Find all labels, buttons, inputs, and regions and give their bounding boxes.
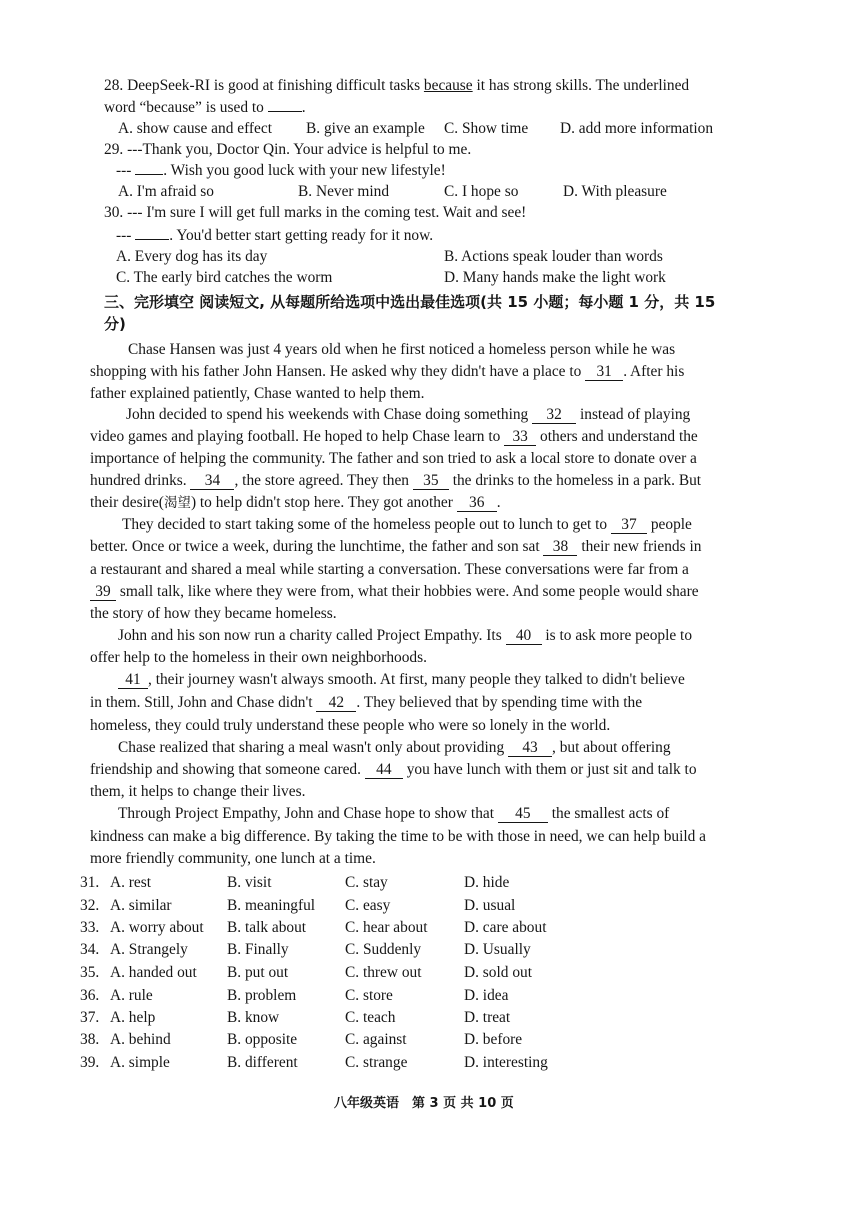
passage-text: small talk, like where they were from, what their hobbies were. And some people would share bbox=[119, 583, 699, 600]
choice-a: A. Strangely bbox=[110, 941, 188, 958]
choice-b: B. know bbox=[227, 1009, 280, 1026]
choice-d: D. idea bbox=[464, 987, 509, 1004]
blank-37: 37 bbox=[611, 517, 647, 534]
passage-line bbox=[90, 693, 642, 713]
passage-text: . They believed that by spending time with the bbox=[356, 694, 643, 711]
choice-d: D. sold out bbox=[464, 964, 532, 981]
passage-line bbox=[118, 738, 671, 758]
choice-b: B. meaningful bbox=[227, 897, 316, 914]
passage-text: , their journey wasn't always smooth. At first, many people they talked to didn't believe bbox=[148, 671, 685, 688]
question-29-line-2 bbox=[116, 161, 446, 181]
option-b: B. Actions speak louder than words bbox=[444, 248, 663, 265]
choice-c: C. stay bbox=[345, 874, 388, 891]
passage-line: offer help to the homeless in their own neighborhoods. bbox=[90, 649, 427, 666]
passage-text: , but about offering bbox=[552, 739, 671, 756]
passage-line: kindness can make a big difference. By taking the time to be with those in need, we can help build a bbox=[90, 828, 707, 845]
dash: --- bbox=[116, 162, 132, 179]
blank-41: 41 bbox=[118, 672, 148, 689]
choice-d: D. before bbox=[464, 1031, 523, 1048]
question-text: word “because” is used to bbox=[104, 99, 264, 116]
passage-line: the story of how they became homeless. bbox=[90, 605, 337, 622]
passage-line bbox=[90, 582, 699, 602]
question-number: 28. bbox=[104, 77, 124, 94]
passage-text: instead of playing bbox=[579, 406, 691, 423]
question-text: --- I'm sure I will get full marks in the coming test. Wait and see! bbox=[127, 204, 527, 221]
choice-number: 31. bbox=[80, 874, 100, 891]
passage-text: John decided to spend his weekends with Chase doing something bbox=[126, 406, 529, 423]
passage-text: you have lunch with them or just sit and talk to bbox=[406, 761, 697, 778]
section-heading: 三、完形填空 阅读短文, 从每题所给选项中选出最佳选项(共 15 小题；每小题 1 分，共 15 bbox=[104, 293, 716, 311]
option-d: D. add more information bbox=[560, 120, 714, 137]
passage-line bbox=[126, 405, 690, 425]
option-d: D. With pleasure bbox=[563, 183, 667, 200]
choice-c: C. hear about bbox=[345, 919, 428, 936]
choice-number: 32. bbox=[80, 897, 100, 914]
choice-c: C. threw out bbox=[345, 964, 422, 981]
question-text: it has strong skills. The underlined bbox=[476, 77, 690, 94]
passage-line: homeless, they could truly understand these people who were so lonely in the world. bbox=[90, 717, 611, 734]
choice-d: D. Usually bbox=[464, 941, 531, 958]
choice-b: B. talk about bbox=[227, 919, 307, 936]
option-c: C. Show time bbox=[444, 120, 529, 137]
answer-blank bbox=[135, 239, 169, 240]
answer-blank bbox=[135, 174, 163, 175]
choice-a: A. behind bbox=[110, 1031, 171, 1048]
passage-line bbox=[90, 537, 701, 557]
question-text: . Wish you good luck with your new lifestyle! bbox=[163, 162, 446, 179]
passage-text: their desire( bbox=[90, 494, 164, 511]
passage-text: . After his bbox=[623, 363, 685, 380]
passage-line bbox=[90, 760, 697, 780]
choice-b: B. put out bbox=[227, 964, 289, 981]
question-number: 29. bbox=[104, 141, 124, 158]
blank-40: 40 bbox=[506, 628, 542, 645]
choice-d: D. treat bbox=[464, 1009, 511, 1026]
option-a: A. I'm afraid so bbox=[118, 183, 214, 200]
underlined-word: because bbox=[423, 77, 473, 94]
choice-number: 34. bbox=[80, 941, 100, 958]
choice-d: D. care about bbox=[464, 919, 547, 936]
passage-line bbox=[118, 804, 669, 824]
blank-35: 35 bbox=[413, 473, 449, 490]
choice-a: A. handed out bbox=[110, 964, 197, 981]
passage-text: Through Project Empathy, John and Chase hope to show that bbox=[118, 805, 495, 822]
choice-a: A. help bbox=[110, 1009, 156, 1026]
option-c: C. The early bird catches the worm bbox=[116, 269, 333, 286]
passage-line bbox=[90, 427, 698, 447]
passage-text: the smallest acts of bbox=[551, 805, 670, 822]
choice-b: B. problem bbox=[227, 987, 297, 1004]
choice-d: D. interesting bbox=[464, 1054, 548, 1071]
answer-blank bbox=[268, 111, 302, 112]
passage-text: the drinks to the homeless in a park. But bbox=[452, 472, 702, 489]
choice-c: C. strange bbox=[345, 1054, 408, 1071]
passage-line: Chase Hansen was just 4 years old when he first noticed a homeless person while he was bbox=[128, 341, 676, 358]
question-text: . You'd better start getting ready for it now. bbox=[169, 227, 434, 244]
choice-number: 35. bbox=[80, 964, 100, 981]
passage-text: is to ask more people to bbox=[545, 627, 693, 644]
choice-c: C. teach bbox=[345, 1009, 396, 1026]
question-number: 30. bbox=[104, 204, 124, 221]
choice-c: C. store bbox=[345, 987, 393, 1004]
passage-text: . bbox=[496, 494, 501, 511]
choice-a: A. rule bbox=[110, 987, 153, 1004]
choice-number: 38. bbox=[80, 1031, 100, 1048]
passage-line bbox=[90, 362, 684, 382]
blank-39: 39 bbox=[90, 584, 116, 601]
question-29-line-1 bbox=[104, 140, 471, 160]
blank-34: 34 bbox=[190, 473, 234, 490]
choice-number: 39. bbox=[80, 1054, 100, 1071]
option-b: B. give an example bbox=[306, 120, 425, 137]
passage-text: hundred drinks. bbox=[90, 472, 187, 489]
choice-c: C. Suddenly bbox=[345, 941, 422, 958]
passage-text: their new friends in bbox=[581, 538, 702, 555]
blank-45: 45 bbox=[498, 806, 548, 823]
choice-d: D. hide bbox=[464, 874, 510, 891]
choice-a: A. similar bbox=[110, 897, 172, 914]
passage-line bbox=[90, 493, 501, 513]
option-a: A. Every dog has its day bbox=[116, 248, 268, 265]
passage-line: importance of helping the community. The father and son tried to ask a local store to donate over a bbox=[90, 450, 697, 467]
passage-text: , the store agreed. They then bbox=[234, 472, 409, 489]
option-d: D. Many hands make the light work bbox=[444, 269, 666, 286]
passage-text: in them. Still, John and Chase didn't bbox=[90, 694, 313, 711]
option-c: C. I hope so bbox=[444, 183, 519, 200]
passage-text: friendship and showing that someone cared. bbox=[90, 761, 361, 778]
question-28-line-2: word “because” is used to . bbox=[104, 99, 306, 116]
blank-36: 36 bbox=[457, 495, 497, 512]
passage-text: John and his son now run a charity called Project Empathy. Its bbox=[118, 627, 502, 644]
passage-text: people bbox=[650, 516, 692, 533]
blank-33: 33 bbox=[504, 429, 536, 446]
blank-42: 42 bbox=[316, 695, 356, 712]
choice-number: 36. bbox=[80, 987, 100, 1004]
page-footer: 八年级英语 第 3 页 共 10 页 bbox=[334, 1096, 514, 1111]
choice-a: A. worry about bbox=[110, 919, 204, 936]
chinese-gloss: 渴望 bbox=[163, 495, 191, 511]
dash: --- bbox=[116, 227, 132, 244]
passage-text: better. Once or twice a week, during the lunchtime, the father and son sat bbox=[90, 538, 540, 555]
choice-b: B. different bbox=[227, 1054, 298, 1071]
passage-line: them, it helps to change their lives. bbox=[90, 783, 306, 800]
passage-line bbox=[90, 471, 701, 491]
passage-text: They decided to start taking some of the homeless people out to lunch to get to bbox=[122, 516, 608, 533]
blank-38: 38 bbox=[543, 539, 577, 556]
choice-c: C. against bbox=[345, 1031, 407, 1048]
question-text: DeepSeek-RI is good at finishing difficult tasks bbox=[127, 77, 421, 94]
choice-b: B. Finally bbox=[227, 941, 289, 958]
question-30-line-2 bbox=[116, 226, 433, 246]
choice-number: 33. bbox=[80, 919, 100, 936]
passage-line: more friendly community, one lunch at a time. bbox=[90, 850, 376, 867]
option-b: B. Never mind bbox=[298, 183, 390, 200]
choice-a: A. rest bbox=[110, 874, 152, 891]
passage-text: shopping with his father John Hansen. He asked why they didn't have a place to bbox=[90, 363, 582, 380]
passage-text: Chase realized that sharing a meal wasn't only about providing bbox=[118, 739, 505, 756]
choice-b: B. opposite bbox=[227, 1031, 298, 1048]
blank-31: 31 bbox=[585, 364, 623, 381]
option-a: A. show cause and effect bbox=[118, 120, 272, 137]
passage-line: a restaurant and shared a meal while starting a conversation. These conversations were far from a bbox=[90, 561, 689, 578]
choice-c: C. easy bbox=[345, 897, 391, 914]
passage-line bbox=[122, 515, 692, 535]
choice-a: A. simple bbox=[110, 1054, 170, 1071]
passage-text: others and understand the bbox=[540, 428, 698, 445]
passage-text: video games and playing football. He hoped to help Chase learn to bbox=[90, 428, 501, 445]
passage-line: father explained patiently, Chase wanted to help them. bbox=[90, 385, 425, 402]
blank-32: 32 bbox=[532, 407, 576, 424]
choice-d: D. usual bbox=[464, 897, 516, 914]
blank-43: 43 bbox=[508, 740, 552, 757]
choice-b: B. visit bbox=[227, 874, 272, 891]
question-30-line-1 bbox=[104, 203, 526, 223]
passage-text: ) to help didn't stop here. They got another bbox=[190, 494, 453, 511]
section-heading-cont: 分) bbox=[104, 315, 126, 333]
blank-44: 44 bbox=[365, 762, 403, 779]
choice-number: 37. bbox=[80, 1009, 100, 1026]
passage-line bbox=[118, 670, 685, 690]
passage-line bbox=[118, 626, 692, 646]
question-28-line-1 bbox=[104, 76, 689, 96]
question-text: ---Thank you, Doctor Qin. Your advice is helpful to me. bbox=[127, 141, 472, 158]
